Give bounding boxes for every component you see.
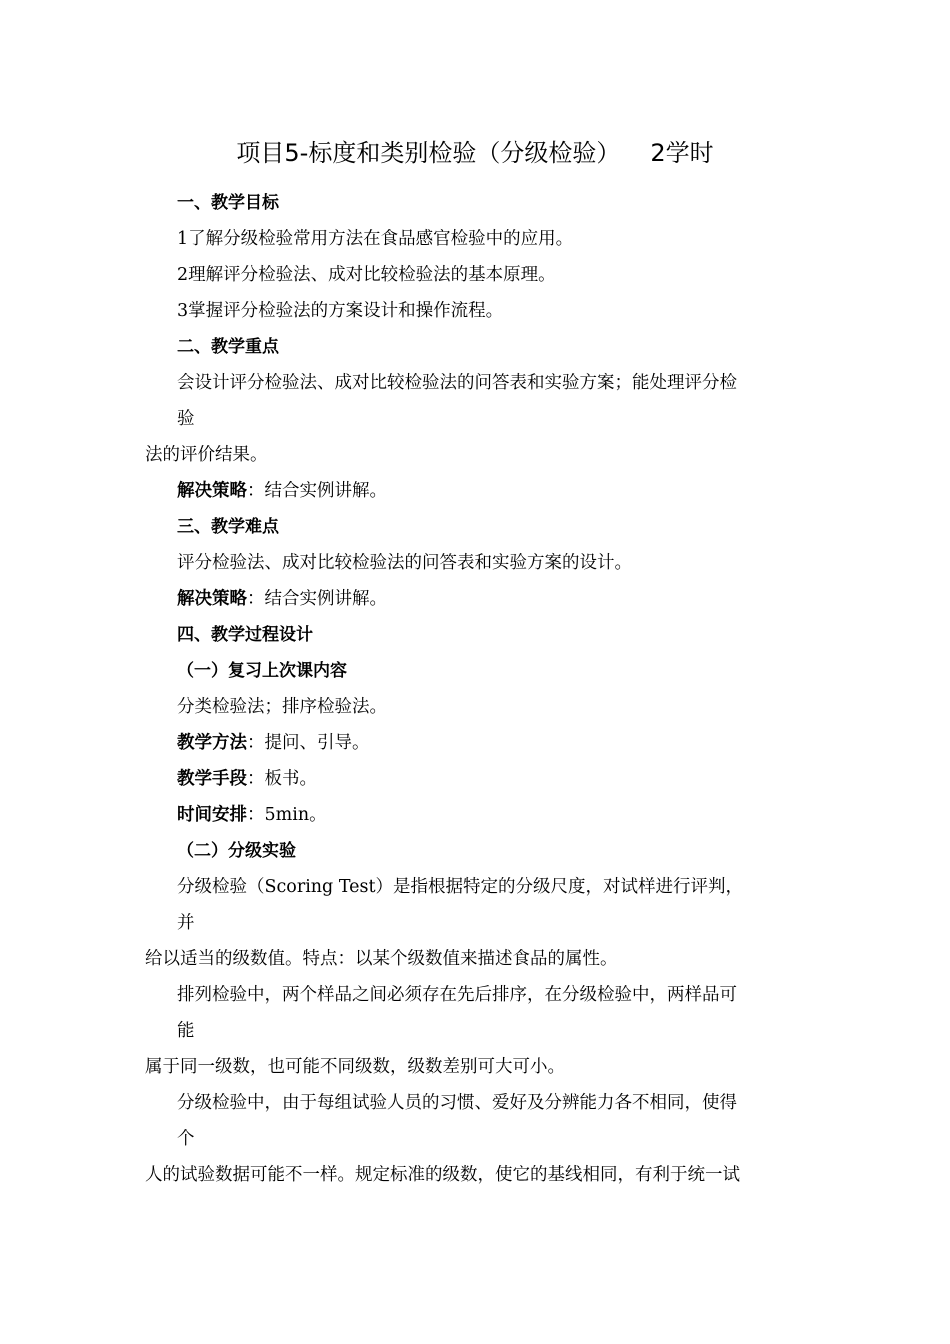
method-label: 教学方法 (177, 733, 247, 753)
time-arrangement (177, 803, 327, 827)
time-text: ：5min。 (247, 805, 327, 825)
paragraph-1-line2: 并 (177, 913, 195, 933)
review-text: 分类检验法；排序检验法。 (177, 697, 387, 717)
paragraph-2-line1: 排列检验中，两个样品之间必须存在先后排序，在分级检验中，两样品可 (177, 985, 737, 1005)
means-label: 教学手段 (177, 769, 247, 789)
strategy-text: ：结合实例讲解。 (247, 589, 387, 609)
goal-item-2: 2理解评分检验法、成对比较检验法的基本原理。 (177, 265, 556, 285)
key-points-strategy (177, 479, 387, 503)
goal-item-3: 3掌握评分检验法的方案设计和操作流程。 (177, 301, 504, 321)
teaching-means (177, 767, 317, 791)
teaching-method (177, 731, 370, 755)
paragraph-1-line3: 给以适当的级数值。特点：以某个级数值来描述食品的属性。 (145, 949, 618, 969)
section-heading-process: 四、教学过程设计 (177, 625, 313, 645)
key-points-text-line2: 验 (177, 409, 195, 429)
section-heading-difficulties: 三、教学难点 (177, 517, 279, 537)
difficulties-strategy (177, 587, 387, 611)
subsection-heading-review: （一）复习上次课内容 (177, 661, 347, 681)
strategy-label: 解决策略 (177, 589, 247, 609)
difficulties-text: 评分检验法、成对比较检验法的问答表和实验方案的设计。 (177, 553, 632, 573)
title-hours: 2学时 (650, 139, 714, 167)
means-text: ：板书。 (247, 769, 317, 789)
subsection-heading-grading: （二）分级实验 (177, 841, 296, 861)
key-points-text-line3: 法的评价结果。 (145, 445, 268, 465)
strategy-label: 解决策略 (177, 481, 247, 501)
paragraph-2-line2: 能 (177, 1021, 195, 1041)
time-label: 时间安排 (177, 805, 247, 825)
paragraph-3-line2: 个 (177, 1129, 195, 1149)
paragraph-3-line1: 分级检验中，由于每组试验人员的习惯、爱好及分辨能力各不相同，使得 (177, 1093, 737, 1113)
section-heading-goals: 一、教学目标 (177, 193, 279, 213)
goal-item-1: 1了解分级检验常用方法在食品感官检验中的应用。 (177, 229, 574, 249)
paragraph-2-line3: 属于同一级数，也可能不同级数，级数差别可大可小。 (145, 1057, 565, 1077)
paragraph-3-line3: 人的试验数据可能不一样。规定标准的级数，使它的基线相同，有利于统一试 (145, 1165, 740, 1185)
page-title (0, 133, 950, 168)
section-heading-key-points: 二、教学重点 (177, 337, 279, 357)
paragraph-1-line1: 分级检验（Scoring Test）是指根据特定的分级尺度，对试样进行评判， (177, 877, 744, 897)
method-text: ：提问、引导。 (247, 733, 370, 753)
key-points-text-line1: 会设计评分检验法、成对比较检验法的问答表和实验方案；能处理评分检 (177, 373, 737, 393)
strategy-text: ：结合实例讲解。 (247, 481, 387, 501)
title-main: 项目5-标度和类别检验（分级检验） (236, 139, 621, 167)
